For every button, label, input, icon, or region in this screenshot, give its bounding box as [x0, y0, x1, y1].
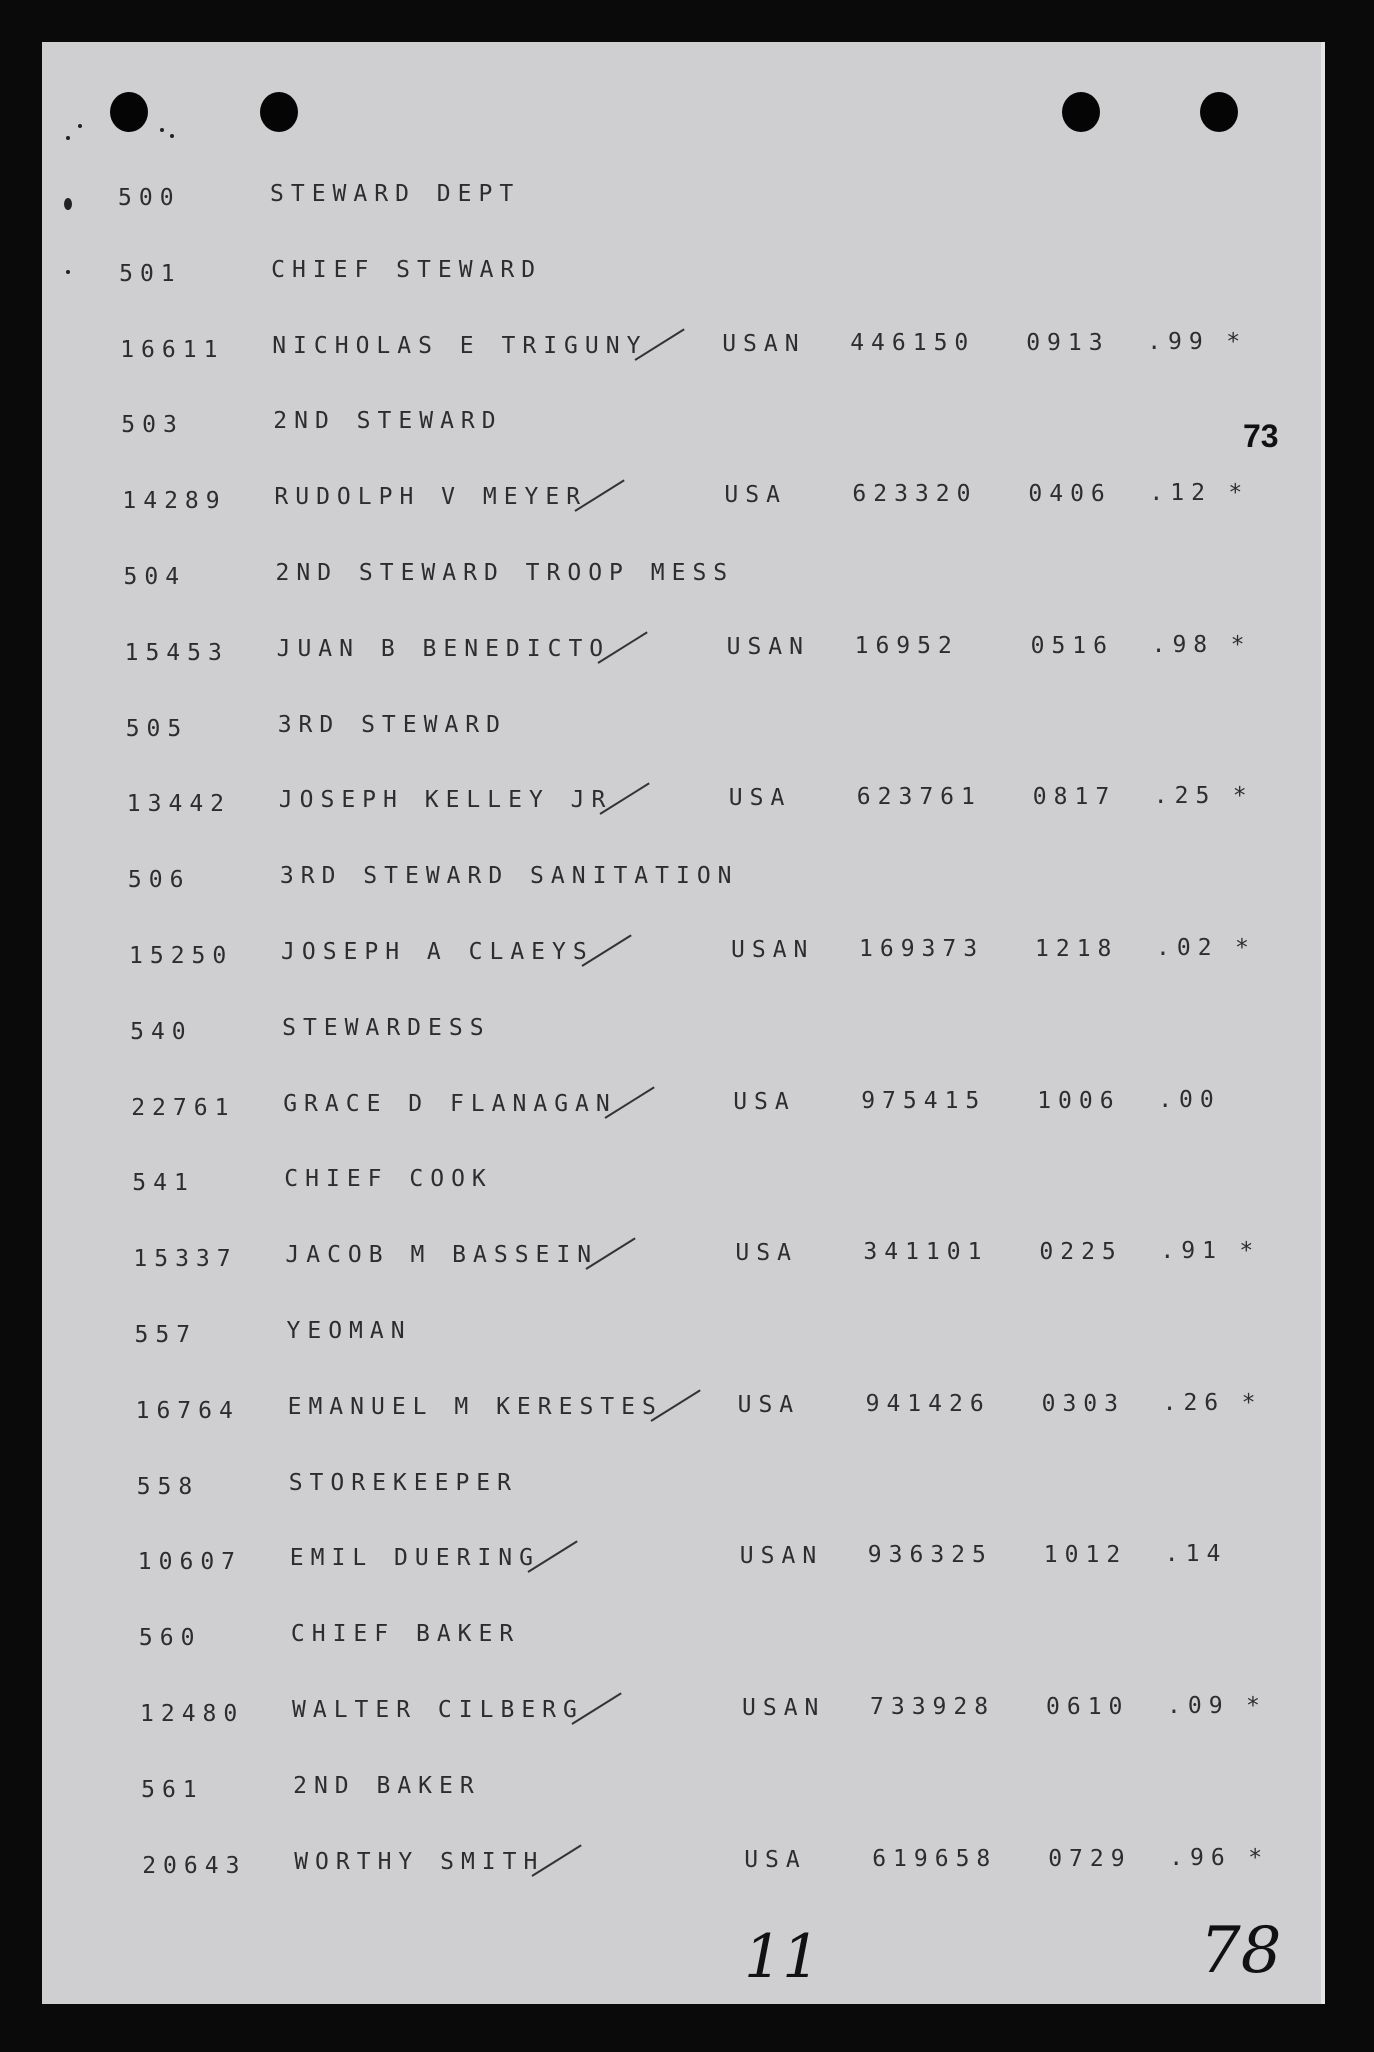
asterisk-mark: *	[1248, 1844, 1270, 1871]
id-number: 936325	[867, 1542, 993, 1569]
asterisk-mark: *	[1241, 1389, 1263, 1416]
asterisk-mark: *	[1235, 935, 1256, 961]
dept-code: 557	[134, 1322, 198, 1348]
dept-code: 500	[118, 185, 181, 211]
person-name: EMIL DUERING	[289, 1545, 540, 1572]
dept-label: STEWARDESS	[282, 1014, 491, 1041]
dept-label: CHIEF COOK	[284, 1166, 493, 1193]
record-code: 16611	[120, 336, 225, 363]
page-number: 73	[1243, 418, 1279, 454]
asterisk-mark: *	[1230, 631, 1252, 658]
person-name: NICHOLAS E TRIGUNY	[272, 332, 648, 359]
nationality: USAN	[726, 633, 810, 660]
speck	[160, 128, 164, 132]
person-name: EMANUEL M KERESTES	[287, 1393, 663, 1420]
record-code: 15337	[133, 1246, 238, 1273]
id-number: 16952	[854, 632, 959, 659]
date-code: 1218	[1035, 936, 1119, 962]
record-code: 22761	[131, 1094, 236, 1121]
decimal-value: .96	[1169, 1844, 1232, 1871]
handwritten-left: 11	[744, 1922, 821, 1992]
dept-label: 2ND STEWARD TROOP MESS	[275, 560, 735, 586]
record-code: 12480	[140, 1701, 245, 1727]
punch-hole	[110, 92, 148, 132]
record-code: 10607	[137, 1549, 243, 1576]
asterisk-mark: *	[1226, 328, 1248, 355]
id-number: 623761	[856, 784, 982, 811]
dept-code: 506	[127, 867, 191, 894]
person-name: WORTHY SMITH	[294, 1848, 545, 1875]
dept-label: STOREKEEPER	[288, 1469, 519, 1496]
handwritten-right: 78	[1200, 1914, 1282, 1988]
speck	[66, 270, 70, 274]
nationality: USAN	[731, 937, 815, 963]
decimal-value: .09	[1167, 1693, 1230, 1719]
nationality: USAN	[742, 1695, 826, 1721]
id-number: 169373	[859, 936, 985, 962]
date-code: 0610	[1046, 1694, 1130, 1720]
dept-label: CHIEF STEWARD	[271, 256, 543, 283]
speck	[64, 198, 72, 210]
asterisk-mark: *	[1239, 1238, 1261, 1265]
asterisk-mark: *	[1232, 783, 1254, 810]
date-code: 0225	[1039, 1239, 1123, 1266]
id-number: 733928	[870, 1694, 996, 1720]
decimal-value: .12	[1149, 480, 1212, 507]
record-code: 15453	[124, 639, 229, 666]
dept-code: 505	[125, 715, 189, 742]
nationality: USA	[735, 1240, 798, 1267]
id-number: 623320	[852, 481, 978, 508]
dept-code: 501	[119, 260, 182, 287]
punch-hole	[1062, 92, 1100, 132]
dept-label: 3RD STEWARD SANITATION	[279, 863, 739, 890]
nationality: USAN	[722, 330, 806, 357]
punch-hole	[1200, 92, 1238, 132]
decimal-value: .00	[1158, 1086, 1221, 1113]
dept-label: YEOMAN	[286, 1318, 412, 1344]
dept-label: STEWARD DEPT	[270, 181, 521, 207]
dept-code: 540	[130, 1018, 193, 1045]
dept-label: 2ND STEWARD	[273, 408, 503, 435]
punch-hole	[260, 92, 298, 132]
nationality: USA	[733, 1088, 796, 1115]
date-code: 1012	[1043, 1542, 1128, 1569]
id-number: 975415	[861, 1087, 987, 1114]
dept-code: 504	[123, 564, 187, 590]
dept-code: 560	[138, 1625, 202, 1652]
decimal-value: .02	[1156, 935, 1219, 961]
dept-label: CHIEF BAKER	[290, 1621, 521, 1648]
dept-label: 3RD STEWARD	[277, 711, 508, 738]
person-name: JUAN B BENEDICTO	[276, 635, 611, 662]
person-name: RUDOLPH V MEYER	[274, 484, 588, 511]
date-code: 0516	[1030, 632, 1114, 659]
date-code: 1006	[1037, 1087, 1121, 1114]
id-number: 341101	[863, 1239, 989, 1266]
person-name: GRACE D FLANAGAN	[283, 1090, 617, 1117]
nationality: USA	[744, 1846, 807, 1873]
record-code: 20643	[142, 1852, 247, 1879]
date-code: 0817	[1032, 784, 1117, 811]
asterisk-mark: *	[1246, 1693, 1267, 1719]
record-code: 15250	[129, 943, 234, 969]
date-code: 0913	[1026, 329, 1110, 356]
dept-code: 541	[132, 1170, 195, 1197]
record-code: 16764	[135, 1397, 240, 1424]
decimal-value: .14	[1164, 1541, 1228, 1568]
date-code: 0729	[1048, 1845, 1132, 1872]
id-number: 619658	[872, 1845, 998, 1872]
decimal-value: .98	[1151, 631, 1215, 658]
id-number: 941426	[865, 1390, 991, 1417]
person-name: JOSEPH KELLEY JR	[278, 787, 613, 814]
nationality: USA	[724, 482, 787, 509]
record-code: 14289	[122, 488, 227, 515]
speck	[78, 124, 82, 128]
decimal-value: .25	[1153, 783, 1217, 810]
record-code: 13442	[126, 791, 232, 818]
decimal-value: .99	[1147, 328, 1210, 355]
decimal-value: .91	[1160, 1238, 1223, 1265]
person-name: JACOB M BASSEIN	[285, 1242, 599, 1269]
dept-label: 2ND BAKER	[293, 1772, 481, 1799]
dept-code: 558	[136, 1473, 200, 1500]
person-name: WALTER CILBERG	[292, 1697, 584, 1723]
nationality: USA	[737, 1391, 801, 1418]
dept-code: 561	[141, 1776, 204, 1803]
person-name: JOSEPH A CLAEYS	[281, 939, 594, 965]
date-code: 0303	[1041, 1390, 1125, 1417]
date-code: 0406	[1028, 481, 1112, 508]
speck	[170, 134, 174, 138]
nationality: USA	[728, 785, 792, 812]
decimal-value: .26	[1162, 1389, 1226, 1416]
id-number: 446150	[850, 329, 976, 356]
asterisk-mark: *	[1228, 480, 1250, 507]
dept-code: 503	[121, 412, 184, 439]
speck	[66, 136, 70, 140]
nationality: USAN	[739, 1543, 824, 1570]
